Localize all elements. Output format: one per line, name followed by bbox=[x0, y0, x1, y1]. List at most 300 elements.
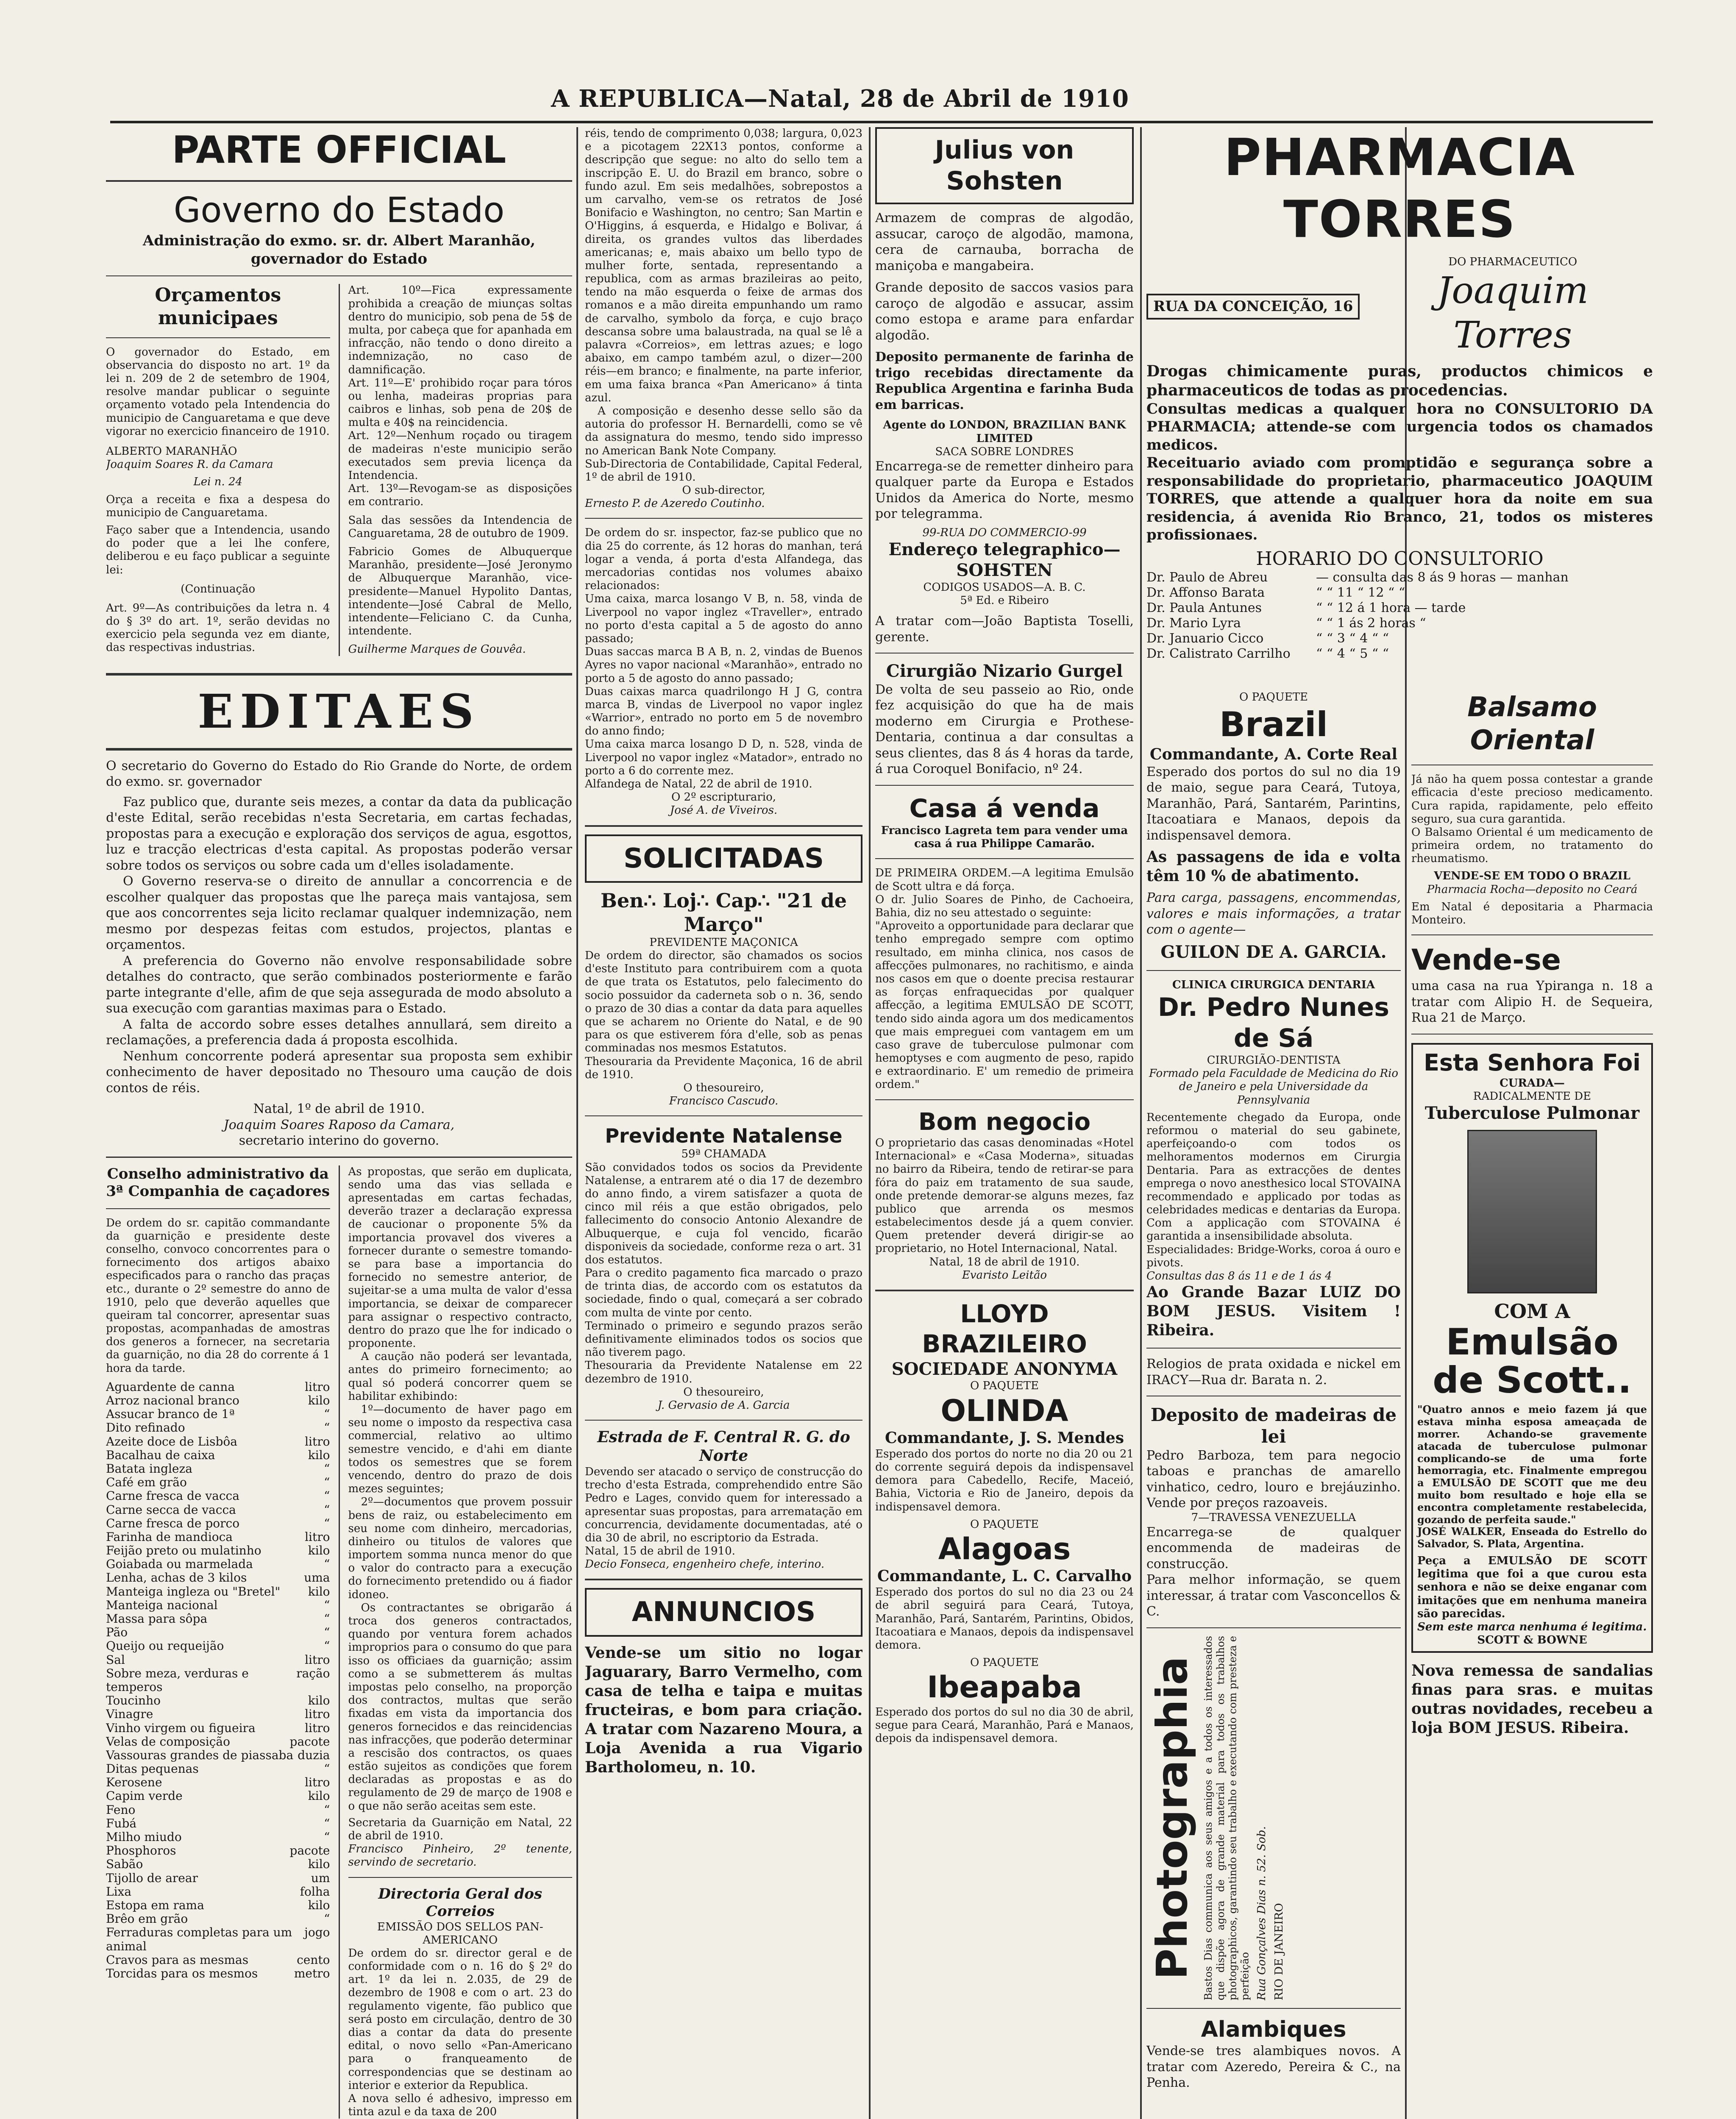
previdente-sign-name: Francisco Cascudo. bbox=[669, 1095, 779, 1108]
peca-emulsao: Peça a EMULSÃO DE SCOTT legitima que foi a que curou esta senhora e não se deixe enganar com imitações que em nenhuma maneira são parecidas. bbox=[1417, 1554, 1647, 1620]
item-unit: litro bbox=[305, 1529, 330, 1544]
endereco-telegraphico: Endereço telegraphico—SOHSTEN bbox=[888, 539, 1121, 580]
olinda-heading: OLINDA bbox=[940, 1393, 1068, 1428]
item-row bbox=[106, 1844, 330, 1858]
doctor-row bbox=[1146, 570, 1653, 585]
item-row bbox=[106, 1953, 330, 1967]
conselho-items-list bbox=[106, 1380, 330, 1980]
tratar-toselli: A tratar com—João Baptista Toselli, gerente. bbox=[875, 614, 1134, 645]
natalense-heading: Previdente Natalense bbox=[605, 1124, 843, 1148]
editaes-p5: Nenhum concorrente poderá apresentar sua proposta sem exhibir conhecimento de haver depositado no Thesouro uma caução de dois contos de réis. bbox=[106, 1048, 572, 1096]
item-unit: um bbox=[311, 1871, 330, 1885]
item-unit: “ bbox=[324, 1912, 330, 1926]
item-row bbox=[106, 1449, 330, 1462]
especialidades: Especialidades: Bridge-Works, coroa á ouro e pivots. bbox=[1146, 1243, 1401, 1269]
alagoas-commandante: Commandante, L. C. Carvalho bbox=[877, 1567, 1132, 1585]
clinica-label: CLINICA CIRURGICA DENTARIA bbox=[1172, 979, 1375, 992]
loja-heading: Ben∴ Loj∴ Cap∴ "21 de Março" bbox=[600, 889, 847, 936]
carga-text: Para carga, passagens, encommendas, valores e mais informações, a tratar com o agente— bbox=[1146, 890, 1401, 937]
column-divider bbox=[1140, 127, 1142, 2119]
doctors-schedule bbox=[1146, 570, 1653, 661]
horario-heading: HORARIO DO CONSULTORIO bbox=[1256, 548, 1544, 570]
editaes-p4: A falta de accordo sobre esses detalhes annullará, sem direito a reclamações, a preferencia dada á proposta escolhida. bbox=[106, 1017, 572, 1048]
armazem-text: Armazem de compras de algodão, assucar, caroço de algodão, mamona, cera de carnauba, borracha de maniçoba e mangabeira. bbox=[875, 211, 1134, 273]
paquete-brazil-label: O PAQUETE bbox=[1239, 691, 1308, 704]
doctor-name: Dr. Paulo de Abreu bbox=[1146, 570, 1268, 585]
item-unit: pacote bbox=[289, 1734, 330, 1749]
item-name: Farinha de mandioca bbox=[106, 1529, 233, 1544]
item-name: Vassouras grandes de piassaba bbox=[106, 1748, 294, 1762]
sub-director-title: O sub-director, bbox=[682, 484, 765, 497]
item-unit: “ bbox=[324, 1816, 330, 1830]
item-row bbox=[106, 1503, 330, 1517]
primeira-ordem: DE PRIMEIRA ORDEM.—A legitima Emulsão de Scott ultra e dá força. bbox=[875, 867, 1134, 893]
doctor-name: Dr. Paula Antunes bbox=[1146, 601, 1262, 616]
item-name: Bacalhau de caixa bbox=[106, 1448, 215, 1462]
photographia-ad bbox=[1146, 1636, 1401, 2000]
item-unit: litro bbox=[305, 1379, 330, 1394]
condition-1: 1º—documento de haver pago em seu nome o imposto da respectiva casa commercial, relativo ao ultimo semestre vencido, e d'ahi em diante todos os semestres que se forem vencendo, dentro do prazo de dois mezes seguintes; bbox=[348, 1403, 572, 1496]
item-name: Manteiga ingleza ou "Bretel" bbox=[106, 1584, 281, 1599]
cirurgiao-text: De volta de seu passeio ao Rio, onde fez acquisição do que ha de mais moderno em Cirurgia e Prothese-Dentaria, continua a dar consultas a seus clientes, das 8 ás 4 horas da tarde, á rua Coroquel Bonifacio, nº 24. bbox=[875, 682, 1134, 777]
item-unit: duzia bbox=[298, 1748, 330, 1762]
secretaria-signature: Francisco Pinheiro, 2º tenente, servindo de secretario. bbox=[348, 1843, 572, 1869]
alagoas-heading: Alagoas bbox=[938, 1531, 1071, 1566]
art-12: Art. 12º—Nenhum roçado ou tiragem de madeiras n'este municipio serão executados sem previa licença da Intendencia. bbox=[348, 429, 572, 482]
editaes-date: Natal, 1º de abril de 1910. bbox=[253, 1101, 425, 1117]
editaes-intro: O secretario do Governo do Estado do Rio Grande do Norte, de ordem do exmo. sr. governador bbox=[106, 758, 572, 790]
item-unit: kilo bbox=[308, 1448, 330, 1462]
item-name: Sabão bbox=[106, 1857, 143, 1872]
item-row bbox=[106, 1667, 330, 1694]
conselho-heading: Conselho administrativo da 3ª Companhia de caçadores bbox=[106, 1165, 330, 1200]
item-unit: “ bbox=[324, 1802, 330, 1817]
fabricio-text: Fabricio Gomes de Albuquerque Maranhão, presidente—José Jeronymo de Albuquerque Maranhão, vice-presidente—Manuel Hypolito Dantas, intendente—José Cabral de Mello, intendente—Feliciano C. da Cunha, intendente. bbox=[348, 545, 572, 638]
item-row bbox=[106, 1858, 330, 1871]
governo-heading: Governo do Estado bbox=[173, 190, 505, 231]
item-row bbox=[106, 1599, 330, 1612]
item-row bbox=[106, 1626, 330, 1639]
continuacao-label: (Continuação bbox=[181, 582, 256, 595]
art-13: Art. 13º—Revogam-se as disposições em contrario. bbox=[348, 482, 572, 509]
item-row bbox=[106, 1407, 330, 1421]
item-unit: uma bbox=[304, 1571, 330, 1585]
item-row bbox=[106, 1462, 330, 1476]
alagoas-text: Esperado dos portos do sul no dia 23 ou 24 de abril seguirá para Ceará, Tutoya, Maranhão, Pará, Santarém, Parintins, Obidos, Itacoatiara e Manaos, depois da indispensavel demora. bbox=[875, 1586, 1134, 1652]
column-divider bbox=[576, 127, 578, 2119]
brazil-heading: Brazil bbox=[1219, 705, 1328, 745]
column-2 bbox=[585, 127, 862, 2119]
editaes-signature: Joaquim Soares Raposo da Camara, bbox=[223, 1117, 455, 1132]
item-row bbox=[106, 1530, 330, 1544]
item-unit: kilo bbox=[308, 1393, 330, 1408]
consultas-pedro: Consultas das 8 ás 11 e de 1 ás 4 bbox=[1146, 1270, 1332, 1283]
paquete-ibeapaba-label: O PAQUETE bbox=[970, 1656, 1039, 1669]
alfandega-item-2: Duas saccas marca B A B, n. 2, vindas de Buenos Ayres no vapor nacional «Maranhão», entrado no porto a 5 de agosto do anno passado; bbox=[585, 645, 862, 685]
madeiras-heading: Deposito de madeiras de lei bbox=[1150, 1404, 1397, 1447]
paquete-alagoas-label: O PAQUETE bbox=[970, 1518, 1039, 1531]
scott-bowne: SCOTT & BOWNE bbox=[1477, 1634, 1587, 1647]
ibeapaba-heading: Ibeapaba bbox=[927, 1670, 1082, 1705]
jose-walker: JOSÉ WALKER, Enseada do Estrello do Salvador, S. Plata, Argentina. bbox=[1417, 1525, 1647, 1550]
estrada-heading: Estrada de F. Central R. G. do Norte bbox=[597, 1428, 850, 1465]
masthead-line: A REPUBLICA—Natal, 28 de Abril de 1910 bbox=[551, 85, 1129, 113]
doctor-hours: “ “ 3 “ 4 “ “ bbox=[1316, 631, 1389, 646]
column-3 bbox=[875, 127, 1134, 2119]
do-pharmaceutico: DO PHARMACEUTICO bbox=[1448, 255, 1577, 268]
item-name: Vinho virgem ou figueira bbox=[106, 1721, 256, 1735]
olinda-text: Esperado dos portos do norte no dia 20 ou 21 do corrente seguirá depois da indispensavel demora para Cabedello, Recife, Maceió, Bahia, Victoria e Rio de Janeiro, depois da indispensavel demora. bbox=[875, 1447, 1134, 1513]
item-unit: kilo bbox=[308, 1543, 330, 1558]
item-row bbox=[106, 1489, 330, 1503]
relogios-text: Relogios de prata oxidada e nickel em IRACY—Rua dr. Barata n. 2. bbox=[1146, 1357, 1401, 1388]
paquete-olinda-label: O PAQUETE bbox=[970, 1379, 1039, 1393]
item-row bbox=[106, 1776, 330, 1789]
item-row bbox=[106, 1967, 330, 1980]
item-name: Cravos para as mesmas bbox=[106, 1952, 249, 1967]
caucao-text: A caução não poderá ser levantada, antes do primeiro fornecimento; ao qual só poderá concorrer quem se habilitar exhibindo: bbox=[348, 1350, 572, 1403]
item-row bbox=[106, 1435, 330, 1449]
guilherme-signature: Guilherme Marques de Gouvêa. bbox=[348, 643, 526, 656]
doctor-row bbox=[1146, 601, 1653, 616]
conselho-conditions: As propostas, que serão em duplicata, sendo uma das vias sellada e apresentadas em cartas fechadas, deverão trazer a declaração expressa de caucionar o proponente 5% da importancia provavel dos viveres a fornecer durante o semestre tomando-se para base a importancia do fornecido no semestre anterior, de sujeitar-se a uma multa de valor d'essa importancia, se deixar de comparecer para assignar o respectivo contracto, dentro do prazo que lhe for indicado o proponente. bbox=[348, 1165, 572, 1350]
item-row bbox=[106, 1694, 330, 1707]
encarrega-text: Encarrega-se de remetter dinheiro para qualquer parte da Europa e Estados Unidos da America do Norte, mesmo por telegramma. bbox=[875, 459, 1134, 522]
faco-saber-text: Faço saber que a Intendencia, usando do poder que a lei lhe confere, deliberou e eu faço publicar a seguinte lei: bbox=[106, 523, 330, 576]
natalense-text-3: Terminado o primeiro e segundo prazos serão definitivamente eliminados todos os socios que não tiverem pago. bbox=[585, 1319, 862, 1359]
solicitadas-heading: SOLICITADAS bbox=[585, 834, 862, 883]
item-row bbox=[106, 1639, 330, 1653]
esta-senhora: Esta Senhora Foi bbox=[1424, 1049, 1641, 1076]
item-row bbox=[106, 1830, 330, 1844]
condition-2: 2º—documentos que provem possuir bens de raiz, ou estabelecimento em seu nome com dinheiro, mercadorias, dinheiro ou titulos de valores que importem somma nunca menor do que o valor do contracto para a execução do fornecimento pretendido ou á fiador idoneo. bbox=[348, 1496, 572, 1601]
photographia-city: RIO DE JANEIRO bbox=[1273, 1903, 1286, 2000]
item-name: Ditas pequenas bbox=[106, 1762, 199, 1776]
item-row bbox=[106, 1885, 330, 1899]
item-unit: kilo bbox=[308, 1857, 330, 1872]
art-11: Art. 11º—E' prohibido roçar para tóros ou lenha, madeiras proprias para caibros e linhas, sob pena de 20$ de multa e 40$ na reincidencia. bbox=[348, 376, 572, 429]
item-name: Pão bbox=[106, 1625, 128, 1640]
item-row bbox=[106, 1899, 330, 1912]
item-unit: kilo bbox=[308, 1694, 330, 1708]
orcamentos-heading: Orçamentos municipaes bbox=[155, 284, 281, 329]
cirurgiao-dentista: CIRURGIÃO-DENTISTA bbox=[1207, 1054, 1341, 1067]
editaes-p2: O Governo reserva-se o direito de annullar a concorrencia e de escolher qualquer das propostas que lhe pareça mais vantajosa, sem que aos concorrentes seja licito reclamar qualquer indemnização, nem mesmo por despezas feitas com estudos, projectos, plantas e orçamentos. bbox=[106, 874, 572, 953]
item-name: Batata ingleza bbox=[106, 1461, 192, 1476]
sub-directoria: Sub-Directoria de Contabilidade, Capital Federal, 1º de abril de 1910. bbox=[585, 457, 862, 484]
casa-venda-text: Francisco Lagreta tem para vender uma casa á rua Philippe Camarão. bbox=[881, 824, 1128, 851]
natalense-text: São convidados todos os socios da Previdente Natalense, a entrarem até o dia 17 de dezembro do anno findo, a virem satisfazer a quota de cinco mil réis a que estão obrigados, pelo fallecimento do consocio Antonio Alexandre de Albuquerque, e cuja fol vencido, ficarão disponiveis da sociedade, conforme reza o art. 31 dos estatutos. bbox=[585, 1161, 862, 1266]
item-unit: jogo bbox=[304, 1925, 330, 1940]
column-5 bbox=[1411, 691, 1653, 2119]
item-row bbox=[106, 1721, 330, 1735]
alambiques-heading: Alambiques bbox=[1201, 2016, 1347, 2042]
doctor-row bbox=[1146, 646, 1653, 661]
item-row bbox=[106, 1612, 330, 1626]
grande-bazar: Ao Grande Bazar LUIZ DO BOM JESUS. Visitem ! Ribeira. bbox=[1146, 1283, 1401, 1340]
art-9: Art. 9º—As contribuições da letra n. 4 do § 3º do art. 1º, serão devidas no exercicio pela segunda vez em diante, das respectivas industrias. bbox=[106, 601, 330, 654]
editaes-heading: EDITAES bbox=[198, 684, 481, 739]
item-name: Lenha, achas de 3 kilos bbox=[106, 1571, 247, 1585]
secretaria-date: Secretaria da Guarnição em Natal, 22 de abril de 1910. bbox=[348, 1816, 572, 1843]
item-name: Fubá bbox=[106, 1816, 137, 1830]
doctor-hours: “ “ 4 “ 5 “ “ bbox=[1316, 646, 1389, 661]
doctor-row bbox=[1146, 631, 1653, 646]
item-name: Vinagre bbox=[106, 1707, 153, 1721]
ibeapaba-text: Esperado dos portos do sul no dia 30 de abril, segue para Ceará, Maranhão, Pará e Manaos, depois da indispensavel demora. bbox=[875, 1705, 1134, 1745]
emissao-heading: EMISSÃO DOS SELLOS PAN-AMERICANO bbox=[377, 1920, 543, 1947]
sala-text: Sala das sessões da Intendencia de Canguaretama, 28 de outubro de 1909. bbox=[348, 514, 572, 540]
previdente-sign: O thesoureiro, bbox=[683, 1081, 764, 1094]
item-row bbox=[106, 1571, 330, 1585]
quatro-annos-testimony: "Quatro annos e meio fazem já que estava minha esposa ameaçada de morrer. Achando-se gravemente atacada de tuberculose pulmonar complicando-se de uma forte hemorragia, etc. Finalmente empregou a EMULSÃO DE SCOTT que me deu muito bom resultado e hoje ella se encontra completamente restabelecida, gozando de perfeita saude." bbox=[1417, 1403, 1647, 1526]
item-row bbox=[106, 1817, 330, 1830]
annuncios-heading: ANNUNCIOS bbox=[585, 1588, 862, 1636]
item-name: Manteiga nacional bbox=[106, 1598, 218, 1612]
art-10: Art. 10º—Fica expressamente prohibida a creação de miunças soltas dentro do municipio, sob pena de 5$ de multa, por cabeça que for apanhada em infracção, não tendo o dono direito a indemnização, no caso de damnificação. bbox=[348, 284, 572, 376]
item-unit: “ bbox=[324, 1625, 330, 1640]
saca-londres: SACA SOBRE LONDRES bbox=[935, 445, 1074, 458]
item-unit: “ bbox=[324, 1639, 330, 1653]
item-unit: pacote bbox=[289, 1844, 330, 1858]
passagens-text: As passagens de ida e volta têm 10 % de abatimento. bbox=[1146, 848, 1401, 885]
item-name: Ferraduras completas para um animal bbox=[106, 1925, 292, 1953]
joaquim-torres: Joaquim Torres bbox=[1437, 269, 1589, 356]
item-name: Torcidas para os mesmos bbox=[106, 1966, 258, 1980]
editaes-p3: A preferencia do Governo não envolve responsabilidade sobre detalhes do contracto, que serão combinados posteriormente e farão parte integrante d'elle, afim de que seja assegurada de modo absoluto a sua execução com garantias maximas para o Estado. bbox=[106, 953, 572, 1016]
emissao-text: De ordem do sr. director geral e de conformidade com o n. 16 do § 2º do art. 1º da lei n. 2.035, de 29 de dezembro de 1908 e com o art. 23 do regulamento vigente, fão publico que será posto em circulação, dentro de 30 dias a contar da data do presente edital, o novo sello «Pan-Americano para o franqueamento de correspondencias que se destinam ao interior e exterior da Republica. bbox=[348, 1947, 572, 2092]
estrada-sign: Decio Fonseca, engenheiro chefe, interino. bbox=[585, 1558, 825, 1571]
item-row bbox=[106, 1803, 330, 1817]
estrada-date: Natal, 15 de abril de 1910. bbox=[585, 1545, 735, 1558]
item-unit: “ bbox=[324, 1557, 330, 1571]
composicao-text: A composição e desenho desse sello são da autoria do professor H. Bernardelli, como se vê da assignatura do mesmo, tendo sido impresso no American Bank Note Company. bbox=[585, 404, 862, 457]
item-name: Kerosene bbox=[106, 1775, 162, 1790]
tuberculose-label: Tuberculose Pulmonar bbox=[1424, 1103, 1640, 1123]
item-row bbox=[106, 1653, 330, 1667]
item-name: Brêo em grão bbox=[106, 1912, 188, 1926]
item-unit: “ bbox=[324, 1489, 330, 1503]
lei-number: Lei n. 24 bbox=[193, 476, 243, 489]
top-rule bbox=[110, 121, 1653, 123]
natalense-sign: O thesoureiro, bbox=[683, 1385, 764, 1399]
brazil-commandante: Commandante, A. Corte Real bbox=[1149, 745, 1398, 763]
cirurgiao-heading: Cirurgião Nizario Gurgel bbox=[886, 661, 1123, 681]
signature-alberto: ALBERTO MARANHÃO bbox=[106, 445, 237, 458]
item-unit: metro bbox=[294, 1966, 330, 1980]
item-unit: “ bbox=[324, 1475, 330, 1490]
previdente-text: De ordem do director, são chamados os socios d'este Instituto para contribuirem com a quota de que trata os Estatutos, pelo falecimento do socio possuidor da caderneta sob o n. 36, sendo o prazo de 30 dias a contar da data para aquelles que se acharem no Oriente do Natal, e de 90 para os que estiverem fóra d'elle, sob as penas comminadas nos mesmos Estatutos. bbox=[585, 949, 862, 1055]
balsamo-heading: Balsamo Oriental bbox=[1467, 692, 1597, 756]
item-name: Café em grão bbox=[106, 1475, 187, 1490]
alfandega-item-4: Uma caixa marca losango D D, n. 528, vinda de Liverpool no vapor inglez «Matador», entrado no porto a 6 do corrente mez. bbox=[585, 738, 862, 777]
doctor-name: Dr. Affonso Barata bbox=[1146, 585, 1265, 601]
item-unit: “ bbox=[324, 1762, 330, 1776]
column-1 bbox=[106, 127, 572, 2119]
alfandega-signature: José A. de Viveiros. bbox=[670, 804, 778, 817]
item-unit: cento bbox=[297, 1952, 330, 1967]
item-row bbox=[106, 1557, 330, 1571]
pedro-nunes-heading: Dr. Pedro Nunes de Sá bbox=[1158, 992, 1389, 1053]
doctor-hours: — consulta das 8 ás 9 horas — manhan bbox=[1316, 570, 1569, 585]
doctor-hours: “ “ 11 “ 12 “ “ bbox=[1316, 585, 1405, 601]
deposito-text: Grande deposito de saccos vasios para caroço de algodão e assucar, assim como estopa e arame para enfardar algodão. bbox=[875, 280, 1134, 343]
item-unit: “ bbox=[324, 1461, 330, 1476]
item-row bbox=[106, 1926, 330, 1953]
item-row bbox=[106, 1544, 330, 1557]
item-name: Carne fresca de vacca bbox=[106, 1489, 239, 1503]
item-name: Massa para sôpa bbox=[106, 1612, 208, 1626]
vende-sitio: Vende-se um sitio no logar Jaguarary, Barro Vermelho, com casa de telha e taipa e muitas fructeiras, e bom para criação. A tratar com Nazareno Moura, a Loja Avenida a rua Vigario Bartholomeu, n. 10. bbox=[585, 1643, 862, 1776]
item-unit: litro bbox=[305, 1434, 330, 1449]
balsamo-text: Já não ha quem possa contestar a grande efficacia d'este precioso medicamento. Cura rapida, rapidamente, pelo effeito seguro, sua cura garantida. bbox=[1411, 773, 1653, 826]
signature-joaquim: Joaquim Soares R. da Camara bbox=[106, 458, 273, 471]
alambiques-text: Vende-se tres alambiques novos. A tratar com Azeredo, Pereira & C., na Penha. bbox=[1146, 2044, 1401, 2091]
madeiras-encarrega: Encarrega-se de qualquer encommenda de madeiras de construcção. bbox=[1146, 1524, 1401, 1571]
item-name: Phosphoros bbox=[106, 1844, 176, 1858]
item-name: Estopa em rama bbox=[106, 1898, 204, 1912]
item-unit: folha bbox=[300, 1884, 330, 1899]
bom-negocio-text: O proprietario das casas denominadas «Hotel Internacional» e «Casa Moderna», situadas no bairro da Ribeira, tendo de retirar-se para fóra do paiz em tratamento de sua saude, onde pretende demorar-se alguns mezes, faz publico que arrenda os mesmos estabelecimentos desde já a quem convier. Quem pretender deverá dirigir-se ao proprietario, no Hotel Internacional, Natal. bbox=[875, 1136, 1134, 1255]
woman-portrait bbox=[1467, 1130, 1597, 1293]
julius-heading: Julius von Sohsten bbox=[875, 127, 1134, 204]
item-name: Arroz nacional branco bbox=[106, 1393, 239, 1408]
directoria-heading: Directoria Geral dos Correios bbox=[378, 1885, 542, 1920]
doctor-row bbox=[1146, 585, 1653, 601]
sem-esta-marca: Sem este marca nenhuma é legitima. bbox=[1417, 1620, 1647, 1633]
receituario-text: Receituario aviado com promptidão e segurança sobre a responsabilidade do proprietario, pharmaceutico JOAQUIM TORRES, que attende a qualquer hora da noite em sua residencia, á avenida Rio Branco, 21, todos os misteres profissionaes. bbox=[1146, 454, 1653, 544]
pharmacia-block bbox=[1146, 127, 1653, 661]
condition-3: Os contractantes se obrigarão á troca dos generos contractados, quando por ventura forem achados improprios para o consumo do que para isso os officiaes da guarnição; assim como a se submetterem ás multas impostas pelo conselho, na proporção dos contractos, multas que serão fixadas em vista da importancia dos generos fornecidos e das reincidencias nas infracções, que poderão determinar a rescisão dos contractos, os quaes estão sujeitos as condições que forem declaradas as propostas e as do regulamento de 29 de março de 1908 e o que não serão aceitas sem este. bbox=[348, 1601, 572, 1813]
doctor-row bbox=[1146, 616, 1653, 631]
natalense-text-2: Para o credito pagamento fica marcado o prazo de trinta dias, de accordo com os estatutos da sociedade, findo o qual, começará a ser cobrado com multa de vinte por cento. bbox=[585, 1267, 862, 1319]
item-unit: “ bbox=[324, 1502, 330, 1517]
madeiras-text: Pedro Barboza, tem para negocio taboas e pranchas de amarello vinhatico, cedro, louro e brejáuzinho. Vende por preços razoaveis. bbox=[1146, 1448, 1401, 1511]
sociedade-label: SOCIEDADE ANONYMA bbox=[891, 1359, 1118, 1379]
agente-guilon: GUILON DE A. GARCIA. bbox=[1160, 942, 1387, 962]
item-unit: “ bbox=[324, 1407, 330, 1421]
column-4 bbox=[1146, 691, 1401, 2119]
previdente-date: Thesouraria da Previdente Maçonica, 16 de abril de 1910. bbox=[585, 1055, 862, 1081]
item-name: Assucar branco de 1ª bbox=[106, 1407, 235, 1421]
com-a-label: COM A bbox=[1494, 1299, 1570, 1323]
sub-director-name: Ernesto P. de Azeredo Coutinho. bbox=[585, 497, 765, 510]
vende-brasil: VENDE-SE EM TODO O BRAZIL bbox=[1434, 870, 1630, 883]
item-unit: kilo bbox=[308, 1584, 330, 1599]
item-row bbox=[106, 1762, 330, 1776]
item-name: Aguardente de canna bbox=[106, 1379, 235, 1394]
item-name: Tijollo de arear bbox=[106, 1871, 198, 1885]
editaes-signature-title: secretario interino do governo. bbox=[239, 1133, 440, 1148]
item-name: Lixa bbox=[106, 1884, 132, 1899]
doctor-name: Dr. Calistrato Carrilho bbox=[1146, 646, 1291, 661]
bom-negocio-date: Natal, 18 de abril de 1910. bbox=[929, 1255, 1080, 1268]
balsamo-text-2: O Balsamo Oriental é um medicamento de primeira ordem, no tratamento do rheumatismo. bbox=[1411, 826, 1653, 865]
item-name: Sobre meza, verduras e temperos bbox=[106, 1666, 249, 1694]
alfandega-item-3: Duas caixas marca quadrilongo H J G, contra marca B, vindas de Liverpool no vapor inglez «Warrior», entrado no porto em 5 de novembro do anno findo; bbox=[585, 685, 862, 738]
radicalmente-label: RADICALMENTE DE bbox=[1473, 1090, 1591, 1103]
travessa-address: 7—TRAVESSA VENEZUELLA bbox=[1191, 1511, 1356, 1524]
sello-description: réis, tendo de comprimento 0,038; largura, 0,023 e a picotagem 22X13 pontos, conforme a descripção que segue: no alto do sello tem a inscripção E. U. do Brazil em branco, sobre o fundo azul. Em seis medalhões, sobrepostos a um carvalho, vem-se os retratos de José Bonifacio e Washington, no centro; San Martin e O'Higgins, á esquerda, e Hidalgo e Bolivar, á direita, os grandes vultos das liberdades americanas; e, mais abaixo um bello typo de mulher forte, sentada, representando a republica, com as armas brazileiras ao peito, tendo na mão esquerda o feixe de armas dos romanos e a mão direita empunhando um ramo de carvalho, symbolo da força, e cujo braço descansa sobre uma balaustrada, na qual se lê a palavra «Correios», em lettras azues; e logo abaixo, em campo também azul, o dizer—200 réis—em branco; e finalmente, na parte inferior, em uma faixa branca «Pan Americano» á tinta azul. bbox=[585, 127, 862, 404]
item-name: Carne secca de vacca bbox=[106, 1502, 236, 1517]
parte-official-heading: PARTE OFFICIAL bbox=[172, 128, 506, 172]
item-unit: “ bbox=[324, 1421, 330, 1435]
permanente-text: Deposito permanente de farinha de trigo recebidas directamente da Republica Argentina e farinha Buda em barricas. bbox=[875, 350, 1134, 412]
editaes-p1: Faz publico que, durante seis mezes, a contar da data da publicação d'este Edital, serão recebidas n'esta Secretaria, em cartas fechadas, propostas para a execução e exploração dos serviços de agua, esgottos, luz e tracção electricas d'esta capital. As propostas poderão versar sobre todos os serviços ou sobre cada um d'elles isoladamente. bbox=[106, 794, 572, 873]
item-row bbox=[106, 1585, 330, 1599]
item-row bbox=[106, 1749, 330, 1762]
item-name: Dito refinado bbox=[106, 1421, 185, 1435]
natalense-sign-name: J. Gervasio de A. Garcia bbox=[657, 1399, 790, 1412]
pedro-text: Recentemente chegado da Europa, onde reformou o material do seu gabinete, aperfeiçoando-o com todos os melhoramentos modernos em Cirurgia Dentaria. Para as extracções de dentes emprega o novo anesthesico local STOVAINA recommendado e applicado por todas as celebridades medicas e dentarias da Europa. Com a applicação com STOVAINA é garantida a insensibilidade absoluta. bbox=[1146, 1111, 1401, 1243]
doctor-hours: “ “ 1 ás 2 horas “ bbox=[1316, 616, 1426, 631]
item-unit: kilo bbox=[308, 1898, 330, 1912]
olinda-commandante: Commandante, J. S. Mendes bbox=[885, 1429, 1124, 1447]
item-unit: ração bbox=[296, 1666, 330, 1680]
madeiras-info: Para melhor informação, se quem interessar, á tratar com Vasconcellos & C. bbox=[1146, 1572, 1401, 1619]
photographia-address: Rua Gonçalves Dias n. 52. Sob. bbox=[1255, 1826, 1269, 2000]
chamada-label: 59ª CHAMADA bbox=[681, 1148, 766, 1161]
item-unit: “ bbox=[324, 1516, 330, 1530]
item-unit: “ bbox=[324, 1612, 330, 1626]
conselho-text: De ordem do sr. capitão commandante da guarnição e presidente deste conselho, convoco concorrentes para o fornecimento dos artigos abaixo especificados para o rancho das praças etc., durante o 2º semestre do anno de 1910, pelo que deverão aquelles que queiram tal concorrer, apresentar suas propostas, acompanhadas de amostras dos generos a fornecer, na secretaria da guarnição, no dia 28 do corrente á 1 hora da tarde. bbox=[106, 1216, 330, 1375]
item-unit: litro bbox=[305, 1652, 330, 1667]
codigos-ribeiro: 5ª Ed. e Ribeiro bbox=[960, 594, 1049, 607]
item-row bbox=[106, 1735, 330, 1749]
formado-text: Formado pela Faculdade de Medicina do Rio de Janeiro e pela Universidade da Pennsylvania bbox=[1149, 1067, 1399, 1107]
item-name: Milho miudo bbox=[106, 1830, 182, 1844]
item-row bbox=[106, 1789, 330, 1803]
emulsao-heading: Emulsão de Scott.. bbox=[1433, 1321, 1632, 1402]
item-name: Queijo ou requeijão bbox=[106, 1639, 224, 1653]
lloyd-heading: LLOYD BRAZILEIRO bbox=[922, 1299, 1087, 1358]
item-unit: litro bbox=[305, 1707, 330, 1721]
item-row bbox=[106, 1476, 330, 1489]
casa-venda-heading: Casa á venda bbox=[909, 793, 1100, 823]
natalense-date: Thesouraria da Previdente Natalense em 22 dezembro de 1910. bbox=[585, 1359, 862, 1385]
item-name: Velas de composição bbox=[106, 1734, 230, 1749]
item-name: Toucinho bbox=[106, 1694, 161, 1708]
item-row bbox=[106, 1421, 330, 1435]
curada-label: CURADA— bbox=[1500, 1076, 1565, 1090]
item-name: Feijão preto ou mulatinho bbox=[106, 1543, 262, 1558]
pharmacia-rocha: Pharmacia Rocha—deposito no Ceará bbox=[1427, 883, 1638, 896]
consultas-text: Consultas medicas a qualquer hora no CONSULTORIO DA PHARMACIA; attende-se com urgencia todos os chamados medicos. bbox=[1146, 400, 1653, 453]
vende-se-text: uma casa na rua Ypiranga n. 18 a tratar com Alipio H. de Sequeira, Rua 21 de Março. bbox=[1411, 979, 1653, 1026]
item-row bbox=[106, 1707, 330, 1721]
item-unit: kilo bbox=[308, 1789, 330, 1803]
lei-text: Orça a receita e fixa a despesa do municipio de Canguaretama. bbox=[106, 493, 330, 519]
vende-se-heading: Vende-se bbox=[1411, 943, 1561, 977]
column-divider bbox=[869, 127, 871, 2119]
doctor-name: Dr. Mario Lyra bbox=[1146, 616, 1241, 631]
brazil-text: Esperado dos portos do sul no dia 19 de maio, segue para Ceará, Tutoya, Maranhão, Pará, Santarém, Parintins, Itacoatiara e Manaos, depois da indispensavel demora. bbox=[1146, 764, 1401, 843]
item-row bbox=[106, 1517, 330, 1530]
item-name: Carne fresca de porco bbox=[106, 1516, 240, 1530]
rua-commercio: 99-RUA DO COMMERCIO-99 bbox=[922, 526, 1087, 539]
item-row bbox=[106, 1872, 330, 1885]
primeira-ordem-2: O dr. Julio Soares de Pinho, de Cachoeira, Bahia, diz no seu attestado o seguinte: bbox=[875, 893, 1134, 920]
primeira-ordem-3: "Aproveito a opportunidade para declarar que tenho empregado sempre com optimo resultado, em minha clinica, nos casos de affecções pulmonares, no rachitismo, e ainda nos casos em que o doente precisa restaurar as forças enfraquecidas por qualquer affecção, a legitima EMULSÃO DE SCOTT, tendo sido ainda agora um dos medicamentos que mais empreguei com vantagem em um caso grave de tuberculose pulmonar com hemoptyses e com augmento de peso, rapido e extraordinario. E' um remedio de primeira ordem." bbox=[875, 920, 1134, 1091]
bom-negocio-sign: Evaristo Leitão bbox=[962, 1268, 1047, 1282]
item-row bbox=[106, 1380, 330, 1394]
item-name: Capim verde bbox=[106, 1789, 183, 1803]
nova-remessa: Nova remessa de sandalias finas para sras. e muitas outras novidades, recebeu a loja BOM JESUS. Ribeira. bbox=[1411, 1662, 1653, 1737]
alfandega-notice: De ordem do sr. inspector, faz-se publico que no dia 25 do corrente, ás 12 horas do manhan, terá logar a venda, á porta d'esta Alfandega, das mercadorias contidas nos volumes abaixo relacionados: bbox=[585, 526, 862, 592]
item-unit: litro bbox=[305, 1721, 330, 1735]
item-row bbox=[106, 1394, 330, 1407]
estrada-text: Devendo ser atacado o serviço de construcção do trecho d'esta Estrada, comprehendido entre São Pedro e Lages, convido quem for interessado a apresentar suas propostas, para arrematação em concurrencia, devidamente documentadas, até o dia 30 de abril, no escriptorio da Estrada. bbox=[585, 1465, 862, 1544]
